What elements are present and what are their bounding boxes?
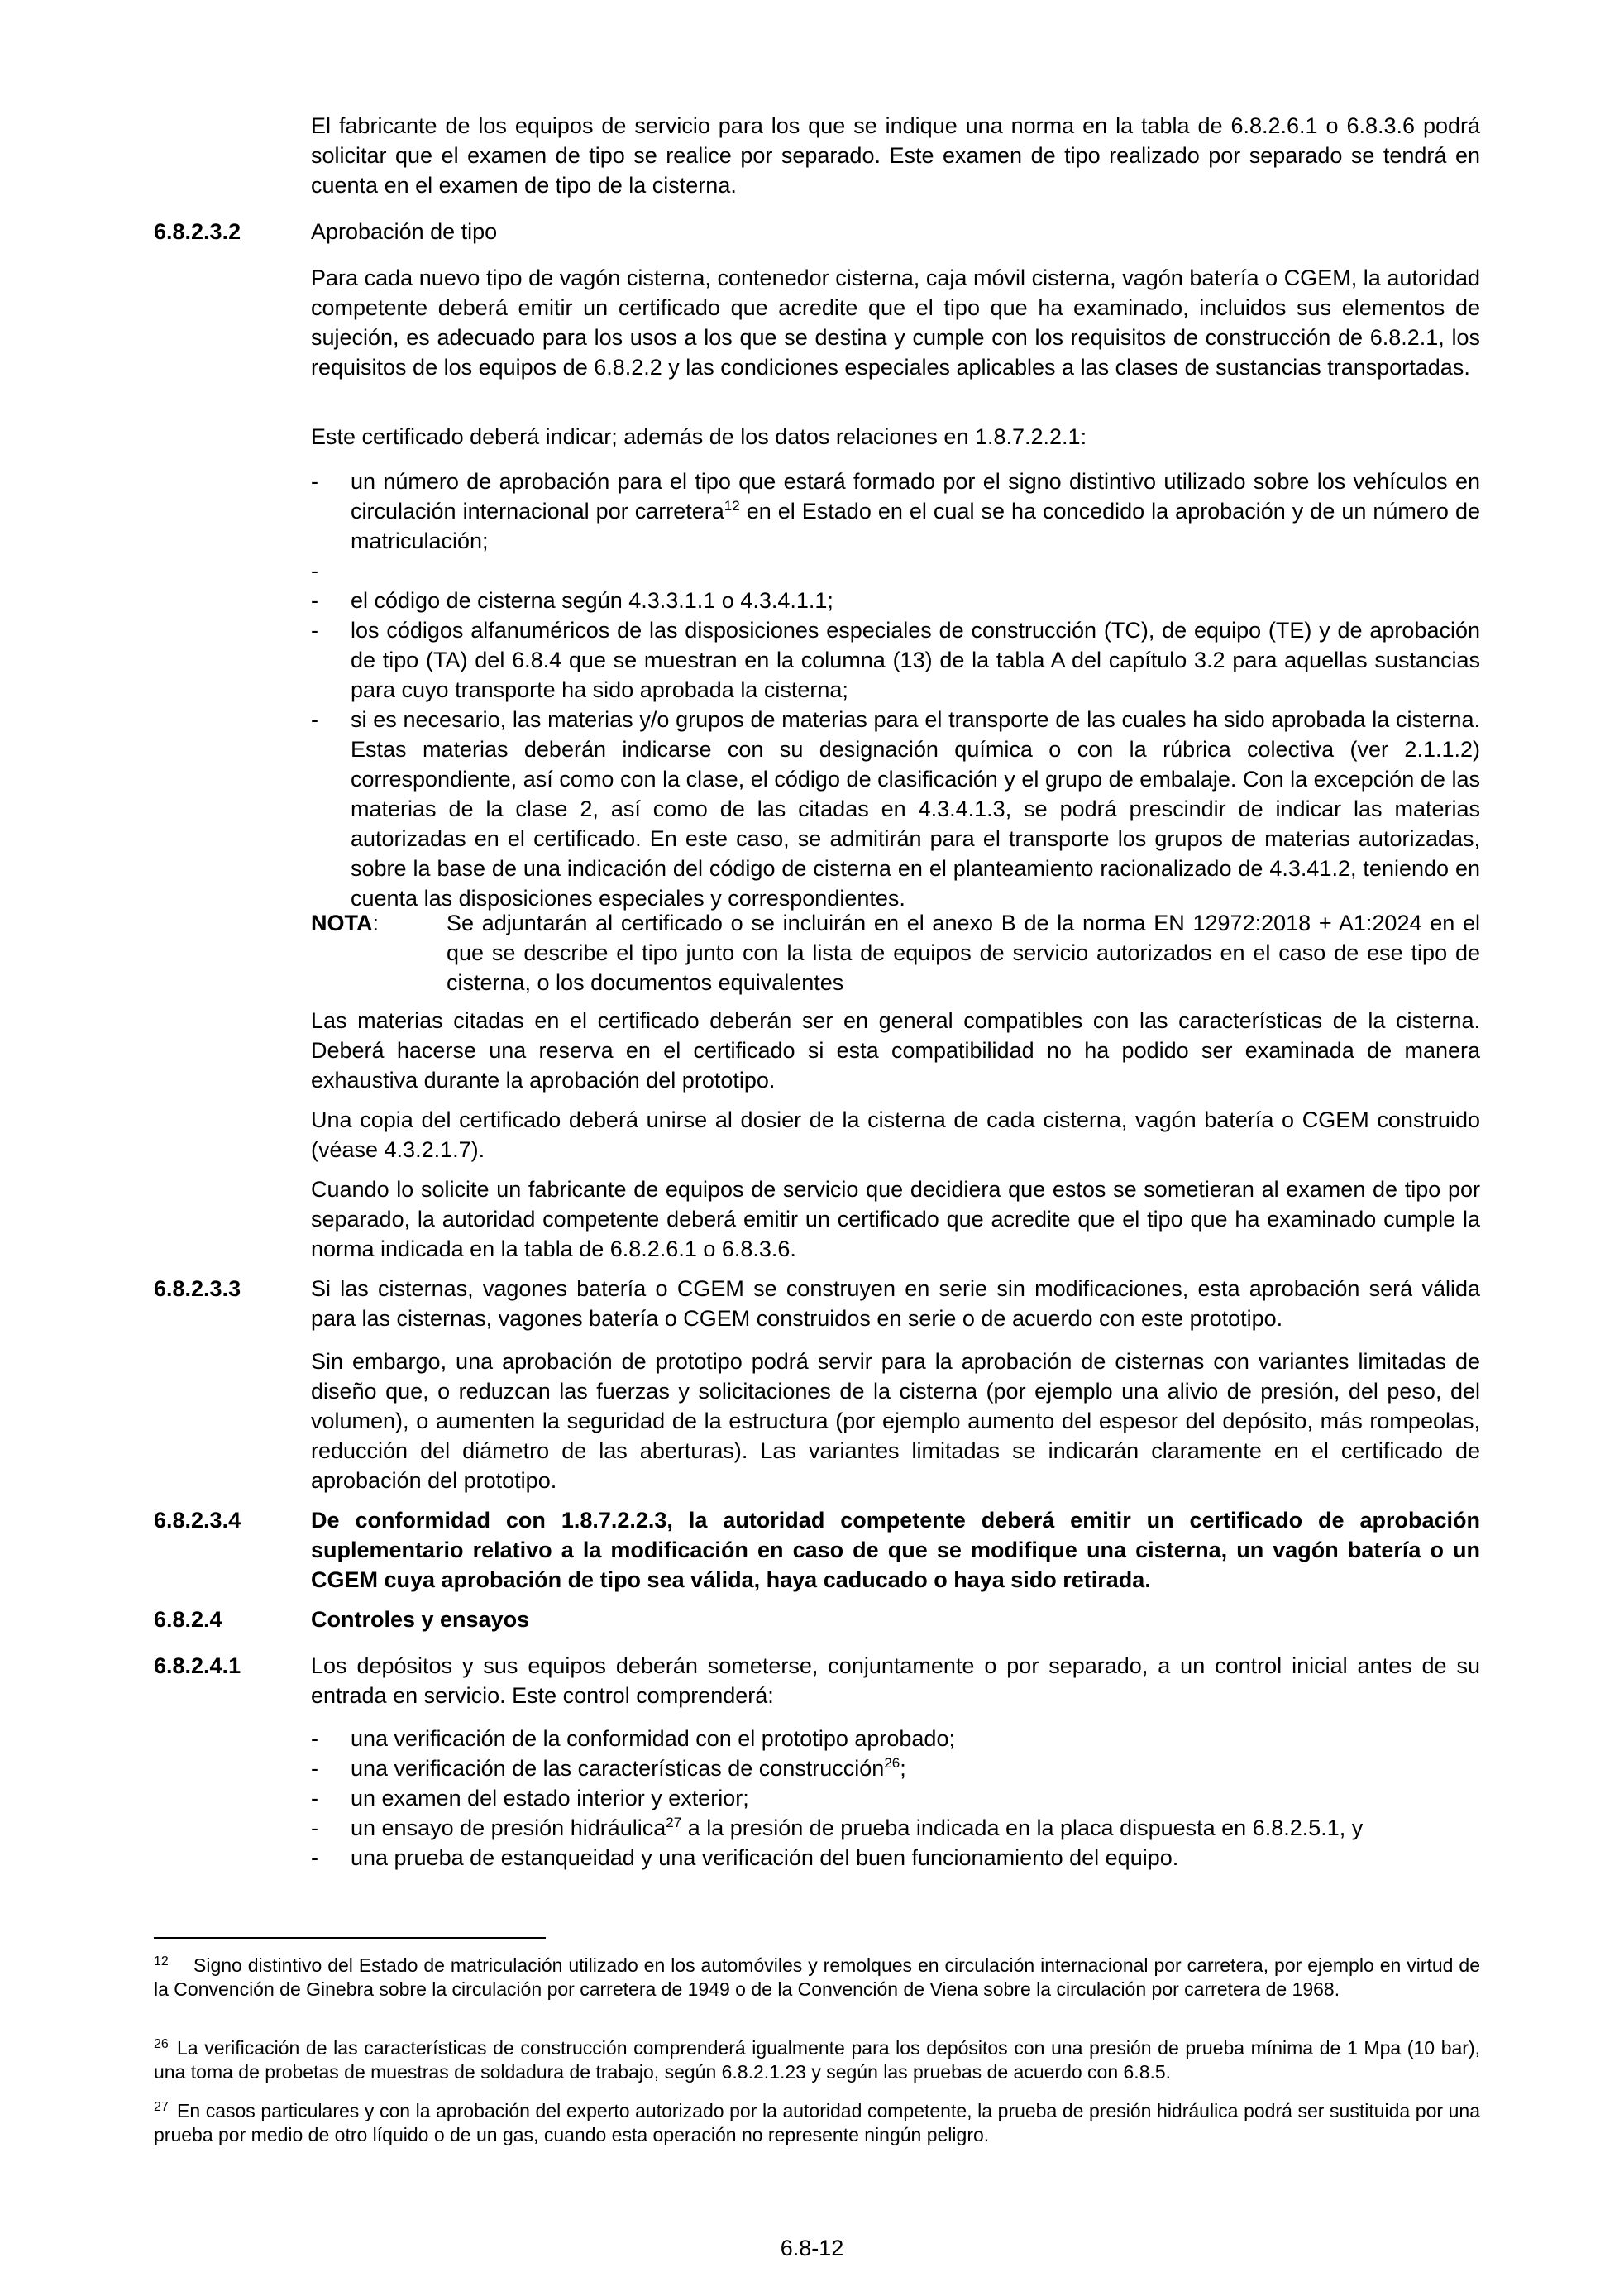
paragraph: Este certificado deberá indicar; además de los datos relaciones en 1.8.7.2.2.1: [311,424,1087,449]
footnote-ref-26[interactable]: 26 [884,1755,900,1771]
dash-bullet: - [311,558,318,583]
section-number-6823-4: 6.8.2.3.4 [154,1508,241,1533]
footnote-number: 12 [154,1954,169,1968]
footnote-ref-12[interactable]: 12 [724,498,740,514]
list-item: - un ensayo de presión hidráulica$^{27}$ a la presión de prueba indicada en la placa dispuesta en 6.8.2.5.1, y [311,1813,1480,1843]
dash-bullet: - [311,1756,318,1781]
footnote-separator [154,1937,546,1939]
certificate-requirements-list [311,466,1480,913]
paragraph: Las materias citadas en el certificado deberán ser en general compatibles con las características de la cisterna. Deberá hacerse una reserva en el certificado si esta compatibilidad no ha podido ser examinada de manera exhaustiva durante la aprobación del prototipo. [311,1008,1480,1093]
section-number-6824: 6.8.2.4 [154,1607,222,1632]
list-item: - el código de cisterna según 4.3.3.1.1 o 4.3.4.1.1; [311,586,1480,615]
list-item: - un número de aprobación para el tipo que estará formado por el signo distintivo utilizado sobre los vehículos en circulación internacional por carretera$^{12}$ en el Estado en el cual se ha concedido la aprobación y de un número de matriculación; [311,466,1480,556]
dash-bullet: - [311,1845,318,1870]
footnote-ref-27[interactable]: 27 [666,1815,682,1830]
dash-bullet: - [311,707,318,732]
section-title-controles-y-ensayos: Controles y ensayos [311,1607,530,1632]
footnote-text: Signo distintivo del Estado de matriculación utilizado en los automóviles y remolques en circulación internacional por carretera, por ejemplo en virtud de la Convención de Ginebra sobre la circulación por carretera de 1949 o de la Convención de Viena sobre la circulación por carretera de 1968. [154,1954,1480,2000]
footnote-12 [154,1954,1480,2002]
footnote-26 [154,2036,1480,2084]
page-number: 6.8-12 [780,2236,844,2260]
section-number-6823-2: 6.8.2.3.2 [154,219,241,244]
footnote-text: En casos particulares y con la aprobación del experto autorizado por la autoridad competente, la prueba de presión hidráulica podrá ser sustituida por una prueba por medio de otro líquido o de un gas, cuando esta operación no represente ningún peligro. [154,2100,1480,2145]
intro-paragraph: El fabricante de los equipos de servicio para los que se indique una norma en la tabla de 6.8.2.6.1 o 6.8.3.6 podrá solicitar que el examen de tipo se realice por separado. Este examen de tipo realizado por separado se tendrá en cuenta en el examen de tipo de la cisterna. [311,113,1480,198]
note-label: NOTA: [311,911,380,935]
section-number-6824-1: 6.8.2.4.1 [154,1653,241,1678]
list-item-empty [311,556,1480,586]
footnote-number: 27 [154,2100,169,2114]
footnote-text: La verificación de las características de construcción comprenderá igualmente para los depósitos con una presión de prueba mínima de 1 Mpa (10 bar), una toma de probetas de muestras de soldadura de trabajo, según 6.8.2.1.23 y según las pruebas de acuerdo con 6.8.5. [154,2037,1480,2083]
dash-bullet: - [311,1786,318,1810]
list-item: - una verificación de las características de construcción$^{26}$; [311,1753,1480,1783]
paragraph: Los depósitos y sus equipos deberán someterse, conjuntamente o por separado, a un control inicial antes de su entrada en servicio. Este control comprenderá: [311,1653,1480,1708]
paragraph-bold: De conformidad con 1.8.7.2.2.3, la autoridad competente deberá emitir un certificado de aprobación suplementario relativo a la modificación en caso de que se modifique una cisterna, un vagón batería o un CGEM cuya aprobación de tipo sea válida, haya caducado o haya sido retirada. [311,1508,1480,1592]
paragraph: Si las cisternas, vagones batería o CGEM se construyen en serie sin modificaciones, esta aprobación será válida para las cisternas, vagones batería o CGEM construidos en serie o de acuerdo con este prototipo. [311,1276,1480,1331]
list-item: - un examen del estado interior y exterior; [311,1783,1480,1813]
initial-control-list [311,1724,1480,1873]
dash-bullet: - [311,1726,318,1751]
list-item: - una verificación de la conformidad con el prototipo aprobado; [311,1724,1480,1753]
paragraph: Sin embargo, una aprobación de prototipo podrá servir para la aprobación de cisternas con variantes limitadas de diseño que, o reduzcan las fuerzas y solicitaciones de la cisterna (por ejemplo una alivio de presión, del peso, del volumen), o aumenten la seguridad de la estructura (por ejemplo aumento del espesor del depósito, más rompeolas, reducción del diámetro de las aberturas). Las variantes limitadas se indicarán claramente en el certificado de aprobación del prototipo. [311,1349,1480,1493]
note-text: Se adjuntarán al certificado o se incluirán en el anexo B de la norma EN 12972:2018 + A1:2024 en el que se describe el tipo junto con la lista de equipos de servicio autorizados en el caso de ese tipo de cisterna, o los documentos equivalentes [447,911,1480,995]
section-title-aprobacion-de-tipo: Aprobación de tipo [311,219,498,244]
paragraph: Cuando lo solicite un fabricante de equipos de servicio que decidiera que estos se sometieran al examen de tipo por separado, la autoridad competente deberá emitir un certificado que acredite que el tipo que ha examinado cumple la norma indicada en la tabla de 6.8.2.6.1 o 6.8.3.6. [311,1177,1480,1261]
list-item: - si es necesario, las materias y/o grupos de materias para el transporte de las cuales ha sido aprobada la cisterna. Estas materias deberán indicarse con su designación química o con la rúbrica colectiva (ver 2.1.1.2) correspondiente, así como con la clase, el código de clasificación y el grupo de embalaje. Con la excepción de las materias de la clase 2, así como de las citadas en 4.3.4.1.3, se podrá prescindir de indicar las materias autorizadas en el certificado. En este caso, se admitirán para el transporte los grupos de materias autorizadas, sobre la base de una indicación del código de cisterna en el planteamiento racionalizado de 4.3.41.2, teniendo en cuenta las disposiciones especiales y correspondientes. [311,705,1480,913]
list-item: - una prueba de estanqueidad y una verificación del buen funcionamiento del equipo. [311,1843,1480,1873]
footnote-27 [154,2099,1480,2147]
paragraph: Una copia del certificado deberá unirse al dosier de la cisterna de cada cisterna, vagón batería o CGEM construido (véase 4.3.2.1.7). [311,1107,1480,1162]
dash-bullet: - [311,588,318,613]
list-item: - los códigos alfanuméricos de las disposiciones especiales de construcción (TC), de equipo (TE) y de aprobación de tipo (TA) del 6.8.4 que se muestran en la columna (13) de la tabla A del capítulo 3.2 para aquellas sustancias para cuyo transporte ha sido aprobada la cisterna; [311,615,1480,705]
section-number-6823-3: 6.8.2.3.3 [154,1276,241,1301]
dash-bullet: - [311,618,318,643]
paragraph: Para cada nuevo tipo de vagón cisterna, contenedor cisterna, caja móvil cisterna, vagón batería o CGEM, la autoridad competente deberá emitir un certificado que acredite que el tipo que ha examinado, incluidos sus elementos de sujeción, es adecuado para los usos a los que se destina y cumple con los requisitos de construcción de 6.8.2.1, los requisitos de los equipos de 6.8.2.2 y las condiciones especiales aplicables a las clases de sustancias transportadas. [311,265,1480,380]
dash-bullet: - [311,1815,318,1840]
footnote-number: 26 [154,2037,169,2051]
dash-bullet: - [311,469,318,494]
